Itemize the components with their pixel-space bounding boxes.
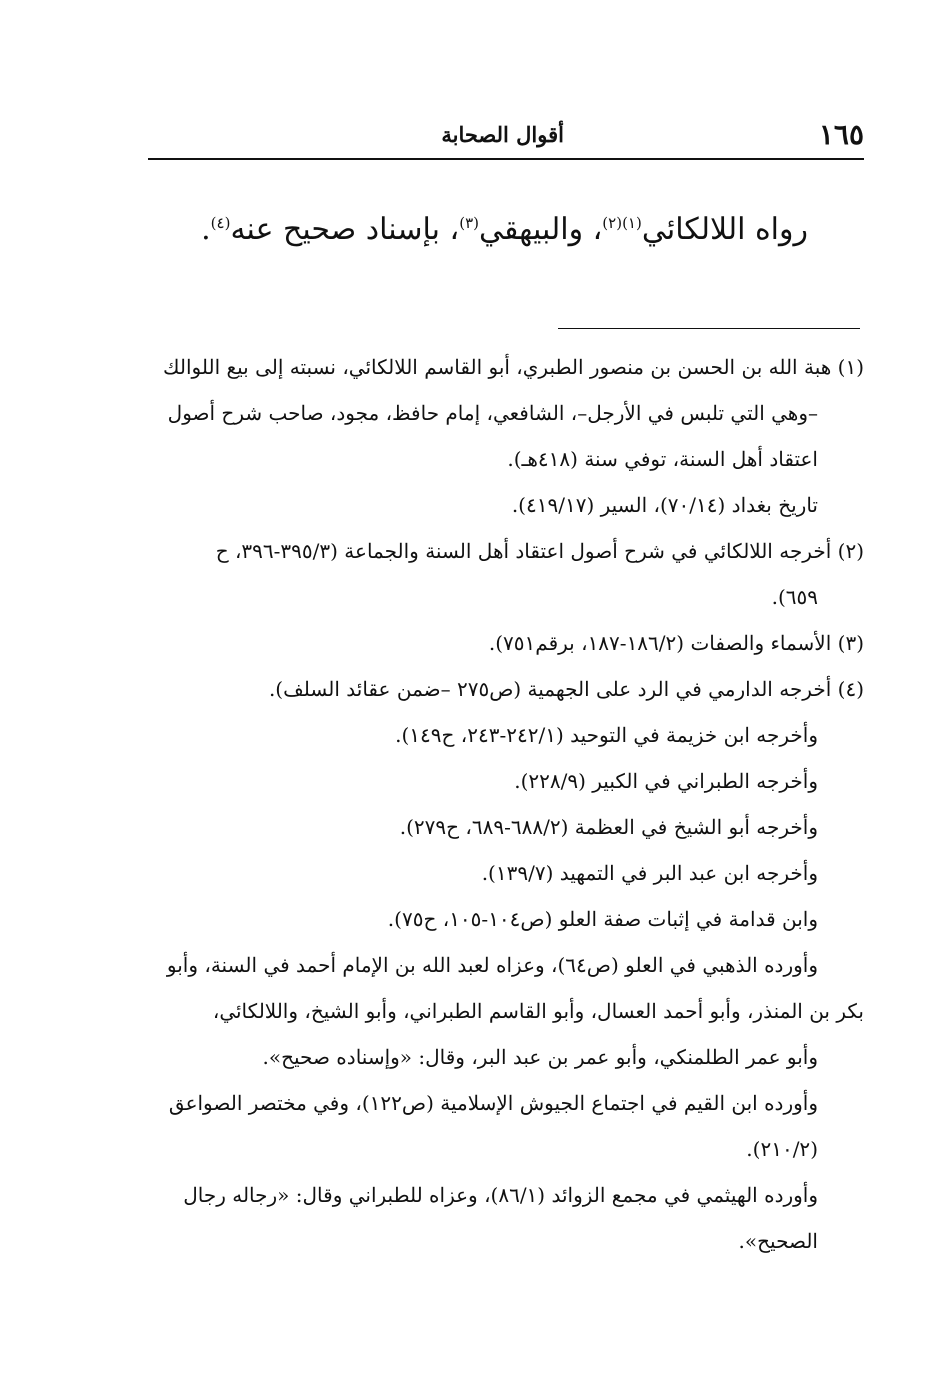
footnote-1-line-4: تاريخ بغداد (٧٠/١٤)، السير (٤١٩/١٧). [511, 493, 818, 517]
footnote-2-line-2: ٦٥٩). [771, 585, 818, 609]
footnote-4-line-10: وأورده ابن القيم في اجتماع الجيوش الإسلامية (ص١٢٢)، وفي مختصر الصواعق [168, 1091, 818, 1115]
footnote-4-line-7: وأورده الذهبي في العلو (ص٦٤)، وعزاه لعبد الله بن الإمام أحمد في السنة، وأبو [166, 953, 818, 977]
main-text-part3: ، بإسناد صحيح عنه [230, 212, 460, 247]
page-number: ١٦٥ [818, 118, 864, 151]
footnote-4-line-11: (٢١٠/٢). [746, 1137, 818, 1161]
footnote-4-line-2: وأخرجه ابن خزيمة في التوحيد (٢٤٢/١-٢٤٣، ح١٤٩). [395, 723, 818, 747]
footnote-4-line-3: وأخرجه الطبراني في الكبير (٢٢٨/٩). [514, 769, 818, 793]
header-rule [148, 158, 864, 160]
footnote-4-line-13: الصحيح». [738, 1229, 818, 1253]
footnote-4-line-8: بكر بن المنذر، وأبو أحمد العسال، وأبو القاسم الطبراني، وأبو الشيخ، واللالكائي، [212, 999, 864, 1023]
footnote-ref-4[interactable]: (٤) [210, 214, 231, 232]
main-text-part1: رواه اللالكائي [641, 212, 808, 247]
footnote-2-line-1: (٢) أخرجه اللالكائي في شرح أصول اعتقاد أهل السنة والجماعة (٣٩٥/٣-٣٩٦، ح [215, 539, 864, 563]
footnote-4-line-4: وأخرجه أبو الشيخ في العظمة (٦٨٨/٢-٦٨٩، ح٢٧٩). [399, 815, 818, 839]
footnotes [148, 344, 864, 1264]
footnote-4-line-6: وابن قدامة في إثبات صفة العلو (ص١٠٤-١٠٥، ح٧٥). [387, 907, 818, 931]
main-text [200, 208, 808, 252]
footnote-1-line-2: –وهي التي تلبس في الأرجل–، الشافعي، إمام حافظ، مجود، صاحب شرح أصول [167, 401, 818, 425]
footnote-separator [558, 328, 860, 329]
running-title: أقوال الصحابة [441, 122, 564, 147]
footnote-4-line-12: وأورده الهيثمي في مجمع الزوائد (٨٦/١)، وعزاه للطبراني وقال: «رجاله رجال [183, 1183, 818, 1207]
footnote-ref-2[interactable]: (٢) [602, 214, 623, 232]
footnote-ref-3[interactable]: (٣) [459, 214, 479, 232]
footnote-4-line-9: وأبو عمر الطلمنكي، وأبو عمر بن عبد البر، وقال: «وإسناده صحيح». [262, 1045, 818, 1069]
footnote-4-line-1: (٤) أخرجه الدارمي في الرد على الجهمية (ص٢٧٥ –ضمن عقائد السلف). [268, 677, 864, 701]
main-text-part4: . [201, 212, 211, 247]
footnote-1-line-3: اعتقاد أهل السنة، توفي سنة (٤١٨هـ). [507, 447, 818, 471]
footnote-3: (٣) الأسماء والصفات (١٨٦/٢-١٨٧، برقم٧٥١). [488, 631, 864, 655]
page-header [148, 112, 864, 158]
footnote-1-line-1: (١) هبة الله بن الحسن بن منصور الطبري، أبو القاسم اللالكائي، نسبته إلى بيع اللوالك [163, 355, 864, 379]
footnote-ref-1[interactable]: (١) [622, 214, 642, 232]
footnote-4-line-5: وأخرجه ابن عبد البر في التمهيد (١٣٩/٧). [481, 861, 818, 885]
main-text-part2: ، والبيهقي [478, 212, 603, 247]
